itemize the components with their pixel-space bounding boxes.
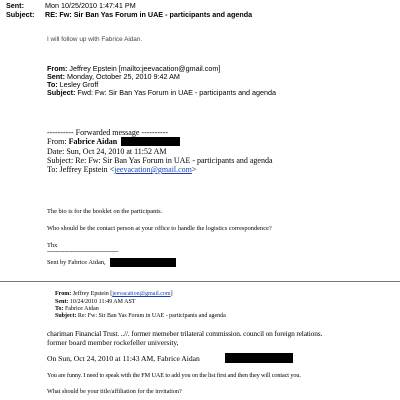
forward-to-row: To: Jeffrey Epstein <jeevacation@gmail.com> — [47, 165, 197, 174]
sent-value: Mon 10/25/2010 1:47:41 PM — [45, 1, 136, 10]
sent-value: 10/24/2010 11:49 AM AST — [69, 299, 136, 305]
subject-value: Re: Fw: Sir Ban Yas Forum in UAE - participants and agenda — [77, 313, 226, 319]
email1-sent-row — [6, 1, 136, 10]
forward-from-label: From: — [47, 137, 67, 146]
forward-from-row — [47, 137, 117, 146]
redaction-box — [121, 137, 180, 146]
forward-subject: Subject: Re: Fw: Sir Ban Yas Forum in UAE - participants and agenda — [47, 156, 273, 165]
email3-body-line-2: former board member rockefeller university, — [47, 338, 179, 347]
forward-from-name: Fabrice Aidan — [68, 137, 118, 146]
email3-from-row: From: Jeffrey Epstein [jeevacation@gmail.com] — [55, 291, 173, 297]
to-value: Fabrice Aidan — [64, 306, 99, 312]
sent-by: Sent by Fabrice Aidan, — [47, 259, 106, 266]
email3-subject-row — [55, 313, 226, 319]
from-value: Jeffrey Epstein [mailto:jeevacation@gmail.com] — [69, 64, 221, 73]
subject-value: RE: Fw: Sir Ban Yas Forum in UAE - participants and agenda — [45, 10, 253, 19]
sent-label: Sent: — [47, 72, 65, 81]
quote-line-2: What should be your title/affiliation for the invitation? — [47, 388, 182, 395]
email2-subject-row — [47, 88, 276, 97]
quote-header: On Sun, Oct 24, 2010 at 11:43 AM, Fabrice Aidan — [47, 354, 200, 363]
signature-rule: ------------------------------------------ — [47, 249, 119, 255]
forward-thx: Thx — [47, 242, 58, 249]
sent-label: Sent: — [6, 1, 24, 10]
quote-line-1: You are funny. I need to speak with the FM UAE to add you on the list first and then they will contact you. — [47, 372, 301, 379]
email3-to-row — [55, 306, 99, 312]
to-label: To: — [55, 306, 64, 312]
forward-body-line-2: Who should be the contact person at your office to handle the logistics correspondence? — [47, 225, 272, 232]
to-value: Lesley Groff — [59, 80, 99, 89]
email1-subject-row — [6, 10, 252, 19]
redaction-box — [110, 258, 176, 267]
redaction-box — [225, 353, 293, 363]
email3-sent-row — [55, 299, 135, 305]
from-label: From: — [55, 291, 72, 297]
email-link[interactable]: jeevacation@gmail.com — [114, 165, 192, 174]
sent-value: Monday, October 25, 2010 9:42 AM — [66, 72, 180, 81]
email1-body: I will follow up with Fabrice Aidan. — [47, 36, 143, 43]
from-label: From: — [47, 64, 68, 73]
forward-date: Date: Sun, Oct 24, 2010 at 11:52 AM — [47, 147, 167, 156]
forward-body-line-1: The bio is for the booklet on the participants. — [47, 208, 163, 215]
forward-divider: ---------- Forwarded message ---------- — [47, 128, 169, 137]
to-label: To: — [47, 80, 58, 89]
subject-label: Subject: — [47, 88, 76, 97]
subject-label: Subject: — [55, 313, 77, 319]
page-divider — [0, 281, 400, 282]
subject-value: Fwd: Fw: Sir Ban Yas Forum in UAE - participants and agenda — [77, 88, 277, 97]
email3-body-line-1: chariman Financial Trust. ..//. former memeber trilateral commission. council on foreign relations. — [47, 329, 323, 338]
sent-label: Sent: — [55, 299, 69, 305]
email-link[interactable]: jeevacation@gmail.com — [112, 291, 171, 297]
subject-label: Subject: — [6, 10, 35, 19]
